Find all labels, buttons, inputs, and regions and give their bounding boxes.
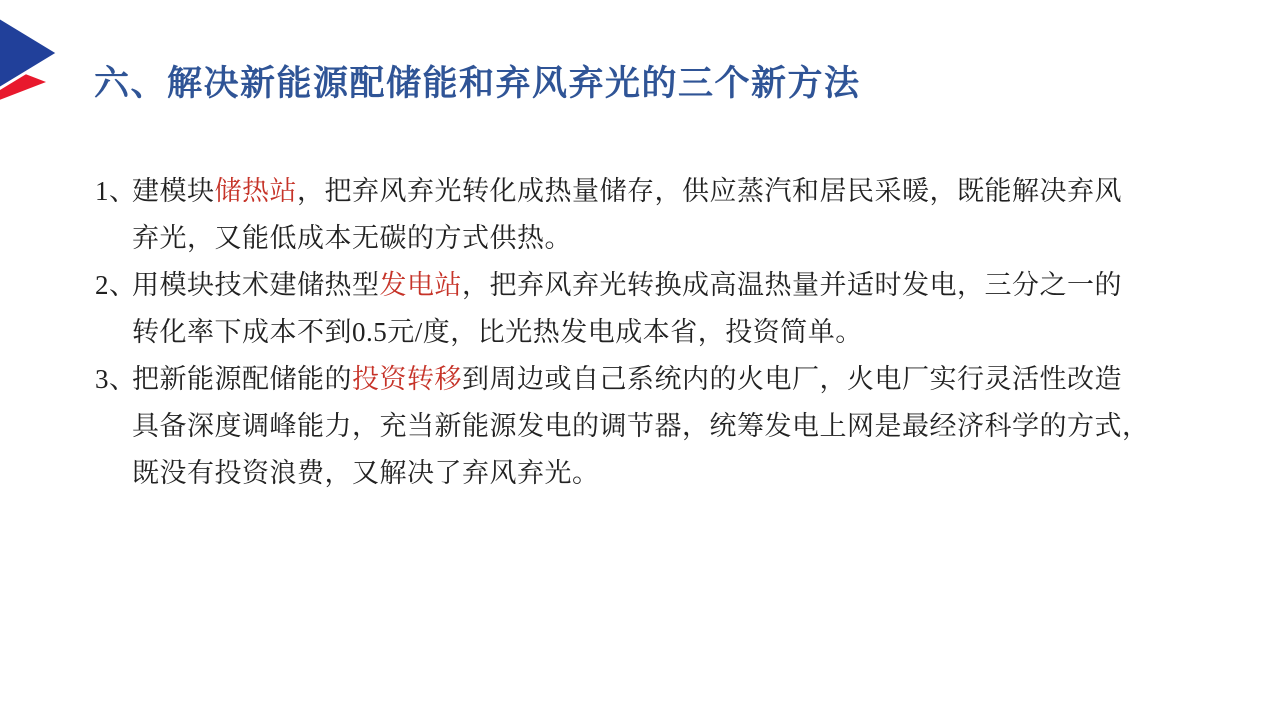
slide-title: 六、解决新能源配储能和弃风弃光的三个新方法 [94, 64, 861, 103]
body-line [95, 168, 1155, 215]
body-line [95, 356, 1155, 403]
highlight-run: 投资转移 [352, 364, 462, 394]
text-run: 把新能源配储能的 [132, 364, 352, 394]
body-line [95, 450, 1155, 497]
corner-decoration [0, 0, 80, 120]
text-run: 弃光，又能低成本无碳的方式供热。 [132, 223, 572, 253]
body-line [95, 215, 1155, 262]
body-line [95, 309, 1155, 356]
text-run: 建模块 [132, 176, 215, 206]
item-number: 2、 [95, 270, 137, 300]
item-number: 3、 [95, 364, 137, 394]
text-run: 转化率下成本不到0.5元/度，比光热发电成本省，投资简单。 [132, 317, 863, 347]
text-run: 既没有投资浪费，又解决了弃风弃光。 [132, 458, 600, 488]
text-run: 到周边或自己系统内的火电厂，火电厂实行灵活性改造 [462, 364, 1122, 394]
highlight-run: 发电站 [379, 270, 462, 300]
text-run: ，把弃风弃光转化成热量储存，供应蒸汽和居民采暖，既能解决弃风 [297, 176, 1122, 206]
highlight-run: 储热站 [214, 176, 297, 206]
body-line [95, 403, 1155, 450]
item-number: 1、 [95, 176, 137, 206]
text-run: 用模块技术建储热型 [132, 270, 380, 300]
body-line [95, 262, 1155, 309]
text-run: ，把弃风弃光转换成高温热量并适时发电，三分之一的 [462, 270, 1122, 300]
text-run: 具备深度调峰能力，充当新能源发电的调节器，统筹发电上网是最经济科学的方式， [132, 411, 1150, 441]
body-text-block [95, 168, 1155, 497]
